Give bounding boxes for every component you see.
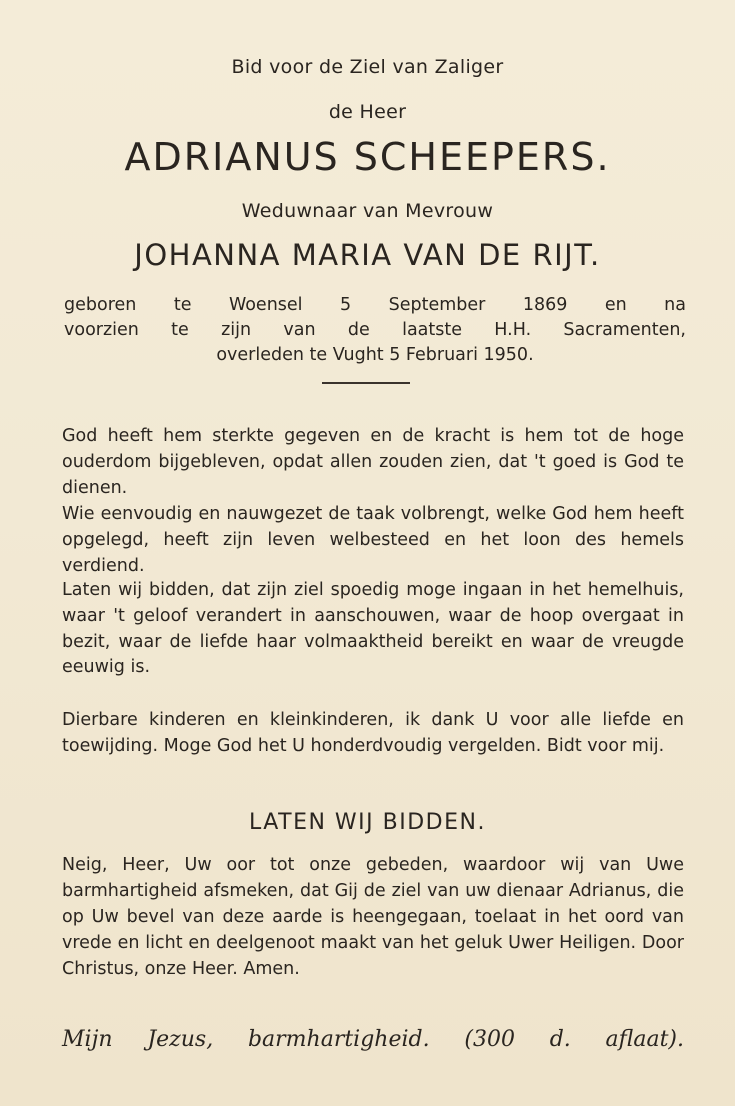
spouse-name: JOHANNA MARIA VAN DE RIJT. [134, 238, 601, 272]
prayer-text: Neig, Heer, Uw oor tot onze gebeden, waardoor wij van Uwe barmhartigheid afsmeken, dat Gij de ziel van uw dienaar Adrianus, die op Uw bevel van deze aarde is heengegaan, toelaat in het oord van vrede en licht en deelgenoot maakt van het geluk Uwer Heiligen. Door Christus, onze Heer. Amen. [62, 855, 684, 979]
widower-line: Weduwnaar van Mevrouw [241, 200, 494, 222]
intro-line: Bid voor de Ziel van Zaliger [231, 56, 504, 78]
paragraph-task: Wie eenvoudig en nauwgezet de taak volbrengt, welke God hem heeft opgelegd, heeft zijn leven welbesteed en het loon des hemels verdiend. [62, 504, 684, 576]
birth-line: geboren te Woensel 5 September 1869 en na [64, 295, 686, 315]
paragraph-thanks: Dierbare kinderen en kleinkinderen, ik dank U voor alle liefde en toewijding. Moge God het U honderdvoudig vergelden. Bidt voor mij. [62, 710, 684, 756]
paragraph-strength: God heeft hem sterkte gegeven en de kracht is hem tot de hoge ouderdom bijgebleven, opdat allen zouden zien, dat 't goed is God te dienen. [62, 426, 684, 498]
birth-death-details [64, 293, 686, 368]
divider-rule [322, 382, 410, 384]
death-line: overleden te Vught 5 Februari 1950. [216, 345, 534, 365]
sacraments-line: voorzien te zijn van de laatste H.H. Sacramenten, [64, 320, 686, 340]
aspiration-line: Mijn Jezus, barmhartigheid. (300 d. aflaat). [62, 1027, 684, 1052]
deceased-name: ADRIANUS SCHEEPERS. [124, 135, 611, 179]
paragraph-prayer-soul: Laten wij bidden, dat zijn ziel spoedig moge ingaan in het hemelhuis, waar 't geloof verandert in aanschouwen, waar de hoop overgaat in bezit, waar de liefde haar volmaaktheid bereikt en waar de vreugde eeuwig is. [62, 580, 684, 678]
title-line: de Heer [328, 101, 407, 123]
prayer-heading: LATEN WIJ BIDDEN. [249, 810, 486, 835]
